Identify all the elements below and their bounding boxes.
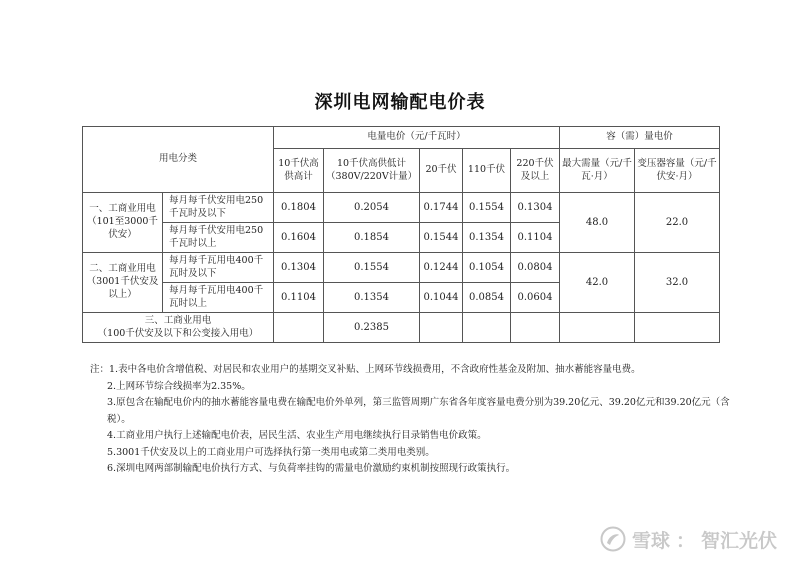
energy-price-header: 电量电价（元/千瓦时） [274, 127, 560, 149]
transformer-capacity-price: 22.0 [635, 193, 720, 253]
price-cell: 0.1544 [420, 223, 463, 253]
price-cell-empty [511, 313, 560, 343]
price-cell: 0.1554 [324, 253, 420, 283]
price-cell: 0.1604 [274, 223, 324, 253]
note-6: 6.深圳电网两部制输配电价执行方式、与负荷率挂钩的需量电价激励约束机制按照现行政策执行。 [107, 463, 516, 474]
notes-section [90, 362, 730, 478]
sub-category: 每月每千伏安用电250千瓦时以上 [163, 223, 274, 253]
price-cell: 0.2054 [324, 193, 420, 223]
table-row [83, 253, 720, 283]
price-cell: 0.1744 [420, 193, 463, 223]
sub-category: 每月每千瓦用电400千瓦时及以下 [163, 253, 274, 283]
price-cell-empty [274, 313, 324, 343]
watermark-separator: ： [676, 529, 696, 552]
col-header-110kv: 110千伏 [463, 149, 511, 193]
note-4: 4.工商业用户执行上述输配电价表，居民生活、农业生产用电继续执行目录销售电价政策。 [107, 430, 487, 441]
price-cell: 0.0804 [511, 253, 560, 283]
price-cell: 0.0604 [511, 283, 560, 313]
price-cell: 0.2385 [324, 313, 420, 343]
col-header-220kv: 220千伏及以上 [511, 149, 560, 193]
tariff-table [82, 126, 720, 343]
col-header-20kv: 20千伏 [420, 149, 463, 193]
group-label: 一、工商业用电（101至3000千伏安） [83, 193, 163, 253]
price-cell: 0.1304 [274, 253, 324, 283]
group-label: 二、工商业用电（3001千伏安及以上） [83, 253, 163, 313]
group3-line2: （100千伏安及以下和公变接入用电） [97, 327, 259, 339]
note-3: 3.原包含在输配电价内的抽水蓄能容量电费在输配电价外单列，第三监管周期广东省各年度容量电费分别为39.20亿元、39.20亿元和39.20亿元（含税）。 [107, 397, 730, 425]
price-cell: 0.0854 [463, 283, 511, 313]
group3-line1: 三、工商业用电 [144, 314, 212, 326]
price-cell: 0.1804 [274, 193, 324, 223]
col-header-max-demand: 最大需量（元/千瓦·月） [560, 149, 635, 193]
note-1: 注：1.表中各电价含增值税、对居民和农业用户的基期交叉补贴、上网环节线损费用，不含政府性基金及附加、抽水蓄能容量电费。 [90, 364, 641, 375]
price-cell: 0.1044 [420, 283, 463, 313]
transformer-capacity-empty [635, 313, 720, 343]
category-header: 用电分类 [83, 127, 274, 193]
watermark-brand: 雪球 [632, 529, 671, 552]
price-cell: 0.1304 [511, 193, 560, 223]
max-demand-price: 48.0 [560, 193, 635, 253]
price-cell: 0.1244 [420, 253, 463, 283]
table-row [83, 313, 720, 343]
col-header-transformer-capacity: 变压器容量（元/千伏安·月） [635, 149, 720, 193]
max-demand-empty [560, 313, 635, 343]
watermark [600, 525, 777, 553]
watermark-account: 智汇光伏 [701, 529, 778, 552]
price-cell: 0.1054 [463, 253, 511, 283]
sub-category: 每月每千瓦用电400千瓦时以上 [163, 283, 274, 313]
page-title: 深圳电网输配电价表 [314, 92, 486, 113]
transformer-capacity-price: 32.0 [635, 253, 720, 313]
max-demand-price: 42.0 [560, 253, 635, 313]
group-label-3 [83, 313, 274, 343]
sub-category: 每月每千伏安用电250千瓦时及以下 [163, 193, 274, 223]
table-row [83, 193, 720, 223]
col-header-10kv-high: 10千伏高供高计 [274, 149, 324, 193]
capacity-price-header: 容（需）量电价 [560, 127, 720, 149]
price-cell: 0.1554 [463, 193, 511, 223]
xueqiu-snowball-logo-icon [600, 526, 626, 552]
price-cell-empty [463, 313, 511, 343]
price-cell: 0.1104 [511, 223, 560, 253]
price-cell: 0.1104 [274, 283, 324, 313]
price-cell: 0.1854 [324, 223, 420, 253]
price-cell-empty [420, 313, 463, 343]
note-2: 2.上网环节综合线损率为2.35%。 [107, 380, 251, 392]
note-5: 5.3001千伏安及以上的工商业用户可选择执行第一类用电或第二类用电类别。 [107, 446, 435, 458]
col-header-10kv-low: 10千伏高供低计（380V/220V计量） [324, 149, 420, 193]
price-cell: 0.1354 [463, 223, 511, 253]
price-cell: 0.1354 [324, 283, 420, 313]
